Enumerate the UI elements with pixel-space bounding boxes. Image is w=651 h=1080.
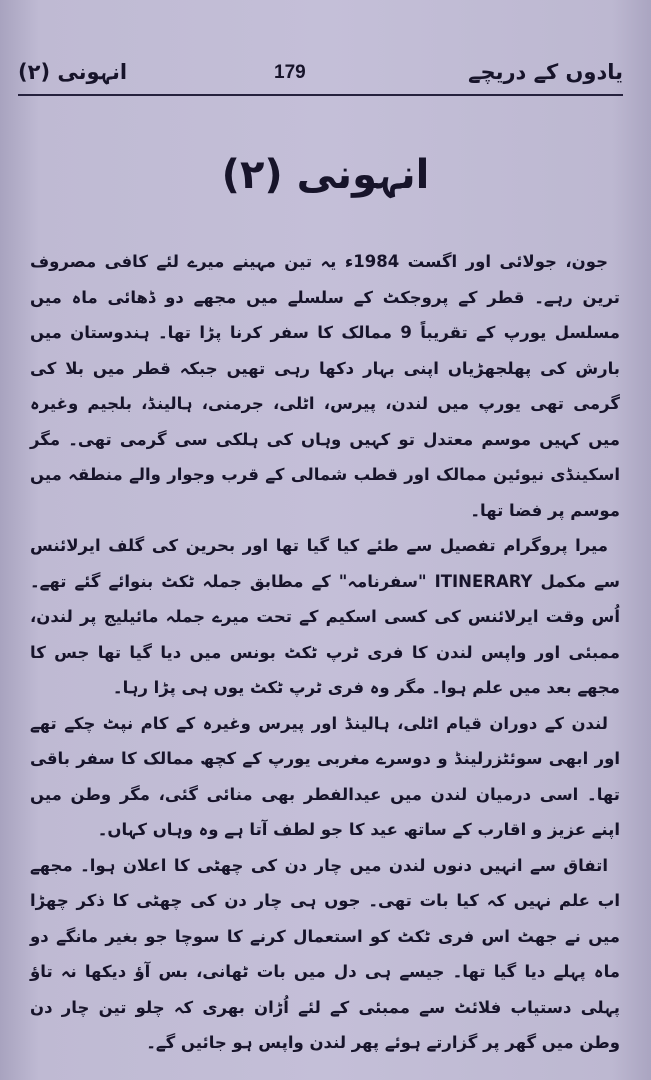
running-header bbox=[18, 58, 623, 94]
header-chapter-title: انہونی (۲) bbox=[18, 60, 128, 84]
paragraph-2: میرا پروگرام تفصیل سے طئے کیا گیا تھا اور بحرین کی گلف ایرلائنس سے مکمل ITINERARY "سفرنامہ" کے مطابق جملہ ٹکٹ بنوائے گئے تھے۔ اُس وقت ایرلائنس کی کسی اسکیم کے تحت میرے جملہ مائیلیج پر لندن، ممبئی اور واپس لندن کا فری ٹرپ ٹکٹ بونس میں دیا گیا تھا جس کا مجھے بعد میں علم ہوا۔ مگر وہ فری ٹرپ ٹکٹ یوں ہی پڑا رہا۔ bbox=[30, 536, 620, 697]
chapter-title: انہونی (۲) bbox=[221, 152, 430, 198]
paragraph-3: لندن کے دوران قیام اٹلی، ہالینڈ اور پیرس وغیرہ کے کام نپٹ چکے تھے اور ابھی سوئٹزرلینڈ و دوسرے مغربی یورپ کے کچھ ممالک کا سفر باقی تھا۔ اسی درمیان لندن میں عیدالفطر بھی منائی گئی، مگر وطن میں اپنے عزیز و اقارب کے ساتھ عید کا جو لطف آتا ہے وہ وہاں کہاں۔ bbox=[30, 713, 620, 839]
header-page-number: 179 bbox=[274, 62, 306, 83]
paragraph-1: جون، جولائی اور اگست 1984ء یہ تین مہینے میرے لئے کافی مصروف ترین رہے۔ قطر کے پروجکٹ کے سلسلے میں مجھے دو ڈھائی ماہ میں مسلسل یورپ کے تقریباً 9 ممالک کا سفر کرنا پڑا تھا۔ ہندوستان میں بارش کی پھلجھڑیاں اپنی بہار دکھا رہی تھیں جبکہ قطر میں بلا کی گرمی تھی یورپ میں لندن، پیرس، اٹلی، جرمنی، ہالینڈ، بلجیم وغیرہ میں کہیں موسم معتدل تو کہیں وہاں کی ہلکی سی گرمی تھی۔ مگر اسکینڈی نیوئین ممالک اور قطب شمالی کے قرب وجوار والے منطقہ میں موسم پر فضا تھا۔ bbox=[30, 252, 620, 520]
paragraph-4: اتفاق سے انہیں دنوں لندن میں چار دن کی چھٹی کا اعلان ہوا۔ مجھے اب علم نہیں کہ کیا بات تھی۔ جوں ہی چار دن کی چھٹی کا ذکر چھڑا میں نے جھٹ اس فری ٹکٹ کو استعمال کرنے کا سوچا جو بغیر مانگے دو ماہ پہلے دیا گیا تھا۔ جیسے ہی دل میں بات ٹھانی، بس آؤ دیکھا نہ تاؤ پہلی دستیاب فلائٹ سے ممبئی کے لئے اُڑان بھری کہ چلو تین چار دن وطن میں گھر پر گزارتے ہوئے پھر لندن واپس ہو جائیں گے۔ bbox=[30, 855, 620, 1052]
header-book-title: یادوں کے دریچے bbox=[468, 60, 623, 84]
body-text bbox=[30, 244, 620, 1061]
header-divider bbox=[18, 94, 623, 96]
